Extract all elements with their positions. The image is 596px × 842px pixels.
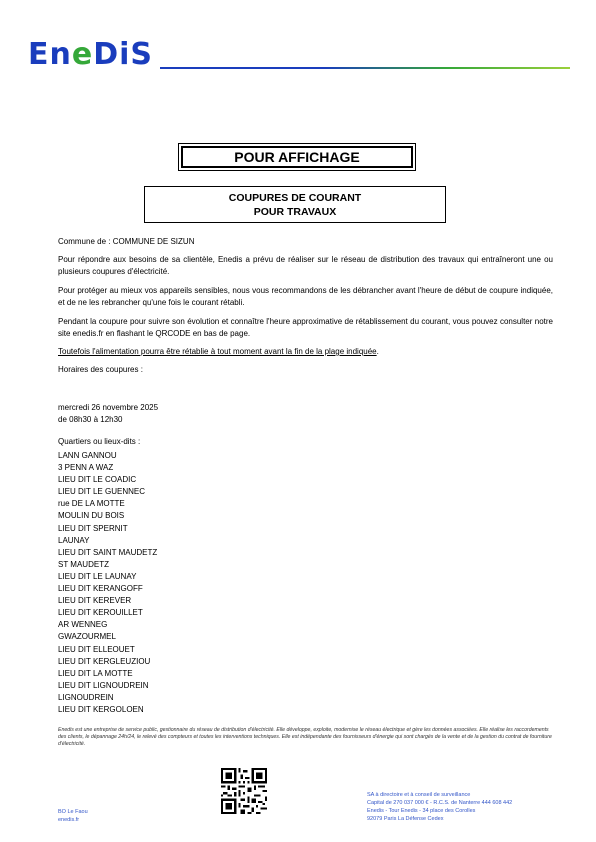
list-item: LIEU DIT LA MOTTE (58, 668, 133, 678)
list-item: LIEU DIT LE GUENNEC (58, 487, 145, 497)
notice-title-box (144, 186, 446, 223)
display-title: POUR AFFICHAGE (181, 146, 413, 168)
list-item: LANN GANNOU (58, 451, 117, 460)
logo-text-part3: DiS (93, 37, 154, 72)
logo-text-part1: En (28, 37, 72, 72)
warning-end: . (376, 347, 379, 356)
logo-text-part2: e (71, 37, 94, 72)
list-item: LIEU DIT KERANGOFF (58, 584, 143, 594)
warning-text: Toutefois l'alimentation pourra être rétablie à tout moment avant la fin de la plage indiquée (58, 347, 377, 356)
footer-left (58, 808, 88, 824)
list-item: LIEU DIT ELLEOUET (58, 644, 135, 654)
list-item: LIEU DIT KEREVER (58, 596, 132, 606)
list-item: MOULIN DU BOIS (58, 511, 125, 521)
list-item: 3 PENN A WAZ (58, 463, 114, 473)
lieux-label: Quartiers ou lieux-dits : (58, 437, 141, 446)
list-item: ST MAUDETZ (58, 559, 109, 569)
footer-address-line: Enedis - Tour Enedis - 34 place des Corolles (367, 808, 476, 814)
list-item: LIEU DIT KERGLEUZIOU (58, 656, 151, 666)
footer-office: BO Le Faou (58, 809, 88, 815)
notice-title-line1: COUPURES DE COURANT (228, 191, 362, 204)
paragraph-followup: Pendant la coupure pour suivre son évolution et connaître l'heure approximative de rétablissement du courant, vous pouvez consulter notre site enedis.fr en flashant le QRCODE en bas de page. (58, 317, 553, 338)
list-item: LIEU DIT LE LAUNAY (58, 571, 137, 581)
paragraph-intro: Pour répondre aux besoins de sa clientèle, Enedis a prévu de réaliser sur le réseau de distribution des travaux qui entraîneront une ou plusieurs coupures d'électricité. (58, 255, 553, 276)
lieux-list (58, 450, 157, 716)
horaires-label: Horaires des coupures : (58, 365, 143, 374)
list-item: LIEU DIT SPERNIT (58, 523, 128, 533)
list-item: LIEU DIT KEROUILLET (58, 608, 143, 618)
enedis-logo (28, 37, 154, 72)
list-item: GWAZOURMEL (58, 632, 116, 642)
commune-line: Commune de : COMMUNE DE SIZUN (58, 237, 195, 246)
list-item: AR WENNEG (58, 620, 108, 630)
display-title-box (178, 143, 416, 171)
list-item: LIEU DIT LE COADIC (58, 475, 137, 485)
list-item: rue DE LA MOTTE (58, 499, 125, 509)
warning-line (58, 346, 553, 358)
header-gradient-rule (160, 67, 570, 69)
footer-legal-line: Capital de 270 037 000 € - R.C.S. de Nanterre 444 608 442 (367, 800, 513, 806)
paragraph-protection: Pour protéger au mieux vos appareils sensibles, nous vous recommandons de les débrancher avant l'heure de début de coupure indiquée, et de ne les rebrancher qu'une fois le courant rétabli. (58, 286, 553, 307)
list-item: LIGNOUDREIN (58, 692, 114, 702)
footer-address-line: 92079 Paris La Défense Cedex (367, 816, 444, 822)
outage-time: de 08h30 à 12h30 (58, 415, 123, 424)
enedis-disclaimer: Enedis est une entreprise de service public, gestionnaire du réseau de distribution d'électricité. Elle développe, exploite, modernise le réseau électrique et gère les données associées. Elle réalise les raccordements des clients, le dépannage 24h/24, le relevé des compteurs et toutes les interventions techniques. Elle est indépendante des fournisseurs d'énergie qui sont chargés de la vente et de la gestion du contrat de fourniture d'électricité. (58, 727, 552, 747)
footer-legal (367, 791, 512, 823)
list-item: LIEU DIT KERGOLOEN (58, 704, 144, 714)
footer-website-link[interactable]: enedis.fr (58, 817, 80, 823)
notice-title-line2: POUR TRAVAUX (253, 205, 337, 218)
list-item: LIEU DIT SAINT MAUDETZ (58, 547, 158, 557)
outage-date: mercredi 26 novembre 2025 (58, 403, 159, 412)
footer-legal-line: SA à directoire et à conseil de surveillance (367, 792, 471, 798)
list-item: LAUNAY (58, 535, 90, 545)
list-item: LIEU DIT LIGNOUDREIN (58, 680, 149, 690)
qr-code-icon[interactable] (221, 768, 267, 814)
